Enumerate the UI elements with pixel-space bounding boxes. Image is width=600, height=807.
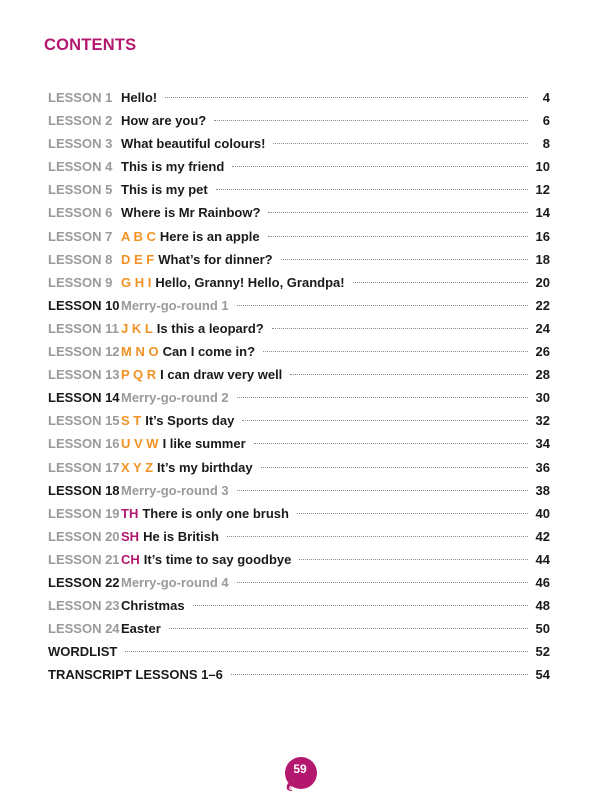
- lesson-title: [48, 640, 117, 663]
- page-ref: 10: [535, 159, 550, 175]
- lesson-title: [121, 178, 208, 201]
- page-ref: 30: [535, 390, 550, 406]
- dot-leader: [193, 605, 528, 606]
- lesson-number: LESSON 11: [48, 320, 119, 336]
- lesson-title: [121, 340, 255, 363]
- lesson-number: LESSON 4: [48, 159, 113, 175]
- lesson-title: [121, 363, 282, 386]
- lesson-number: LESSON 19: [48, 505, 120, 521]
- lesson-title: [121, 109, 206, 132]
- page-ref: 24: [535, 320, 550, 336]
- lesson-title: [121, 617, 161, 640]
- lesson-title: [121, 409, 234, 432]
- lesson-title-text: Hello!: [121, 90, 158, 105]
- lesson-title-text: Can I come in?: [162, 344, 256, 360]
- dot-leader: [290, 374, 528, 375]
- table-of-contents: [48, 86, 550, 686]
- toc-entry[interactable]: [48, 132, 550, 155]
- toc-entry[interactable]: [48, 201, 550, 224]
- dot-leader: [272, 328, 528, 329]
- lesson-number: LESSON 6: [48, 205, 113, 221]
- lesson-title: [121, 294, 229, 317]
- lesson-number: LESSON 14: [48, 390, 120, 406]
- lesson-title-text: I can draw very well: [160, 367, 283, 383]
- dot-leader: [299, 559, 528, 560]
- lesson-title: [121, 525, 219, 548]
- lesson-number: LESSON 18: [48, 482, 120, 498]
- dot-leader: [216, 189, 528, 190]
- lesson-letters: SH: [121, 528, 140, 544]
- dot-leader: [237, 305, 528, 306]
- dot-leader: [263, 351, 528, 352]
- toc-entry[interactable]: [48, 617, 550, 640]
- page-number: 59: [293, 762, 307, 776]
- lesson-title-text: What beautiful colours!: [121, 136, 266, 152]
- dot-leader: [237, 397, 528, 398]
- lesson-title: [121, 386, 229, 409]
- lesson-title-text: It’s my birthday: [157, 459, 253, 475]
- lesson-title: [121, 502, 289, 525]
- page-ref: 36: [535, 459, 550, 475]
- page-ref: 28: [535, 367, 550, 383]
- lesson-title-text: He is British: [143, 528, 219, 544]
- page-ref: 12: [535, 182, 550, 198]
- toc-entry[interactable]: [48, 456, 550, 479]
- lesson-title-text: Easter: [121, 621, 161, 637]
- lesson-title-text: Hello, Granny! Hello, Grandpa!: [155, 274, 345, 290]
- lesson-title-text: Merry-go-round 2: [121, 390, 229, 406]
- dot-leader: [214, 120, 528, 121]
- toc-entry[interactable]: [48, 502, 550, 525]
- lesson-title-text: There is only one brush: [142, 505, 289, 521]
- dot-leader: [281, 259, 528, 260]
- lesson-number: LESSON 13: [48, 367, 120, 383]
- toc-entry[interactable]: [48, 317, 550, 340]
- lesson-number: LESSON 23: [48, 598, 120, 614]
- lesson-title-text: It’s time to say goodbye: [143, 551, 292, 567]
- page-ref: 32: [535, 413, 550, 429]
- page-ref: 18: [535, 251, 550, 267]
- toc-entry[interactable]: [48, 86, 550, 109]
- lesson-number: LESSON 5: [48, 182, 113, 198]
- dot-leader: [297, 513, 528, 514]
- lesson-title: [121, 248, 273, 271]
- page-ref: 26: [535, 344, 550, 360]
- page-ref: 20: [535, 274, 550, 290]
- dot-leader: [268, 236, 528, 237]
- dot-leader: [169, 628, 528, 629]
- toc-entry[interactable]: [48, 409, 550, 432]
- lesson-letters: G H I: [121, 274, 152, 290]
- lesson-number: LESSON 8: [48, 251, 113, 267]
- dot-leader: [273, 143, 528, 144]
- lesson-title-text: This is my pet: [121, 182, 208, 198]
- lesson-number: LESSON 9: [48, 274, 113, 290]
- lesson-letters: J K L: [121, 320, 153, 336]
- lesson-title: [121, 86, 157, 109]
- lesson-letters: U V W: [121, 436, 159, 452]
- toc-entry[interactable]: [48, 571, 550, 594]
- lesson-title: [121, 271, 345, 294]
- page-ref: 34: [535, 436, 550, 452]
- lesson-number: LESSON 20: [48, 528, 120, 544]
- lesson-title-text: It’s Sports day: [145, 413, 235, 429]
- dot-leader: [254, 443, 528, 444]
- toc-entry[interactable]: [48, 525, 550, 548]
- page-ref: 6: [542, 113, 550, 129]
- toc-entry[interactable]: [48, 109, 550, 132]
- lesson-title: [121, 571, 229, 594]
- toc-entry[interactable]: [48, 294, 550, 317]
- lesson-title-text: TRANSCRIPT LESSONS 1–6: [48, 667, 223, 683]
- dot-leader: [231, 674, 528, 675]
- toc-entry[interactable]: [48, 340, 550, 363]
- page-ref: 22: [535, 297, 550, 313]
- lesson-title-text: How are you?: [121, 113, 207, 129]
- page-title: CONTENTS: [44, 36, 137, 54]
- lesson-letters: TH: [121, 505, 139, 521]
- lesson-number: LESSON 16: [48, 436, 120, 452]
- toc-entry[interactable]: [48, 479, 550, 502]
- toc-entry[interactable]: [48, 178, 550, 201]
- lesson-title: [121, 594, 185, 617]
- toc-entry[interactable]: [48, 548, 550, 571]
- lesson-number: LESSON 24: [48, 621, 120, 637]
- lesson-title-text: WORDLIST: [48, 644, 118, 660]
- toc-entry[interactable]: [48, 663, 550, 686]
- toc-entry[interactable]: [48, 248, 550, 271]
- lesson-title: [48, 663, 223, 686]
- page-ref: 40: [535, 505, 550, 521]
- dot-leader: [242, 420, 528, 421]
- lesson-title: [121, 456, 253, 479]
- page-ref: 44: [535, 551, 550, 567]
- lesson-title: [121, 225, 260, 248]
- toc-entry[interactable]: [48, 363, 550, 386]
- lesson-title-text: Christmas: [121, 598, 185, 614]
- lesson-letters: CH: [121, 551, 140, 567]
- page-ref: 52: [535, 644, 550, 660]
- dot-leader: [165, 97, 528, 98]
- toc-entry[interactable]: [48, 155, 550, 178]
- page-ref: 50: [535, 621, 550, 637]
- page-ref: 42: [535, 528, 550, 544]
- toc-entry[interactable]: [48, 271, 550, 294]
- lesson-title: [121, 201, 260, 224]
- lesson-title: [121, 548, 291, 571]
- lesson-title-text: Where is Mr Rainbow?: [121, 205, 261, 221]
- dot-leader: [237, 490, 528, 491]
- toc-entry[interactable]: [48, 386, 550, 409]
- page-ref: 48: [535, 598, 550, 614]
- lesson-number: LESSON 12: [48, 344, 120, 360]
- dot-leader: [232, 166, 528, 167]
- lesson-title: [121, 132, 265, 155]
- lesson-number: LESSON 21: [48, 551, 120, 567]
- dot-leader: [353, 282, 528, 283]
- toc-entry[interactable]: [48, 594, 550, 617]
- page-ref: 54: [535, 667, 550, 683]
- page-ref: 16: [535, 228, 550, 244]
- page-ref: 38: [535, 482, 550, 498]
- dot-leader: [261, 467, 528, 468]
- lesson-title: [121, 155, 224, 178]
- lesson-title-text: I like summer: [162, 436, 246, 452]
- dot-leader: [237, 582, 528, 583]
- lesson-number: LESSON 3: [48, 136, 113, 152]
- lesson-title: [121, 317, 264, 340]
- lesson-title: [121, 432, 246, 455]
- dot-leader: [227, 536, 528, 537]
- lesson-title-text: What’s for dinner?: [158, 251, 273, 267]
- page-ref: 14: [535, 205, 550, 221]
- lesson-letters: M N O: [121, 344, 159, 360]
- toc-entry[interactable]: [48, 640, 550, 663]
- lesson-number: LESSON 2: [48, 113, 113, 129]
- lesson-letters: D E F: [121, 251, 155, 267]
- lesson-letters: P Q R: [121, 367, 157, 383]
- page-ref: 4: [542, 90, 550, 105]
- lesson-number: LESSON 15: [48, 413, 120, 429]
- lesson-title-text: Here is an apple: [159, 228, 260, 244]
- lesson-number: LESSON 22: [48, 574, 120, 590]
- page-ref: 8: [542, 136, 550, 152]
- lesson-number: LESSON 1: [48, 90, 113, 105]
- toc-entry[interactable]: [48, 432, 550, 455]
- dot-leader: [125, 651, 528, 652]
- lesson-number: LESSON 10: [48, 297, 120, 313]
- lesson-title-text: Merry-go-round 3: [121, 482, 229, 498]
- lesson-number: LESSON 17: [48, 459, 120, 475]
- dot-leader: [268, 212, 528, 213]
- lesson-title: [121, 479, 229, 502]
- lesson-title-text: Merry-go-round 4: [121, 574, 229, 590]
- lesson-title-text: Merry-go-round 1: [121, 297, 229, 313]
- lesson-number: LESSON 7: [48, 228, 113, 244]
- lesson-letters: S T: [121, 413, 142, 429]
- lesson-title-text: Is this a leopard?: [156, 320, 264, 336]
- lesson-letters: X Y Z: [121, 459, 154, 475]
- lesson-letters: A B C: [121, 228, 156, 244]
- lesson-title-text: This is my friend: [121, 159, 225, 175]
- page-ref: 46: [535, 574, 550, 590]
- toc-entry[interactable]: [48, 225, 550, 248]
